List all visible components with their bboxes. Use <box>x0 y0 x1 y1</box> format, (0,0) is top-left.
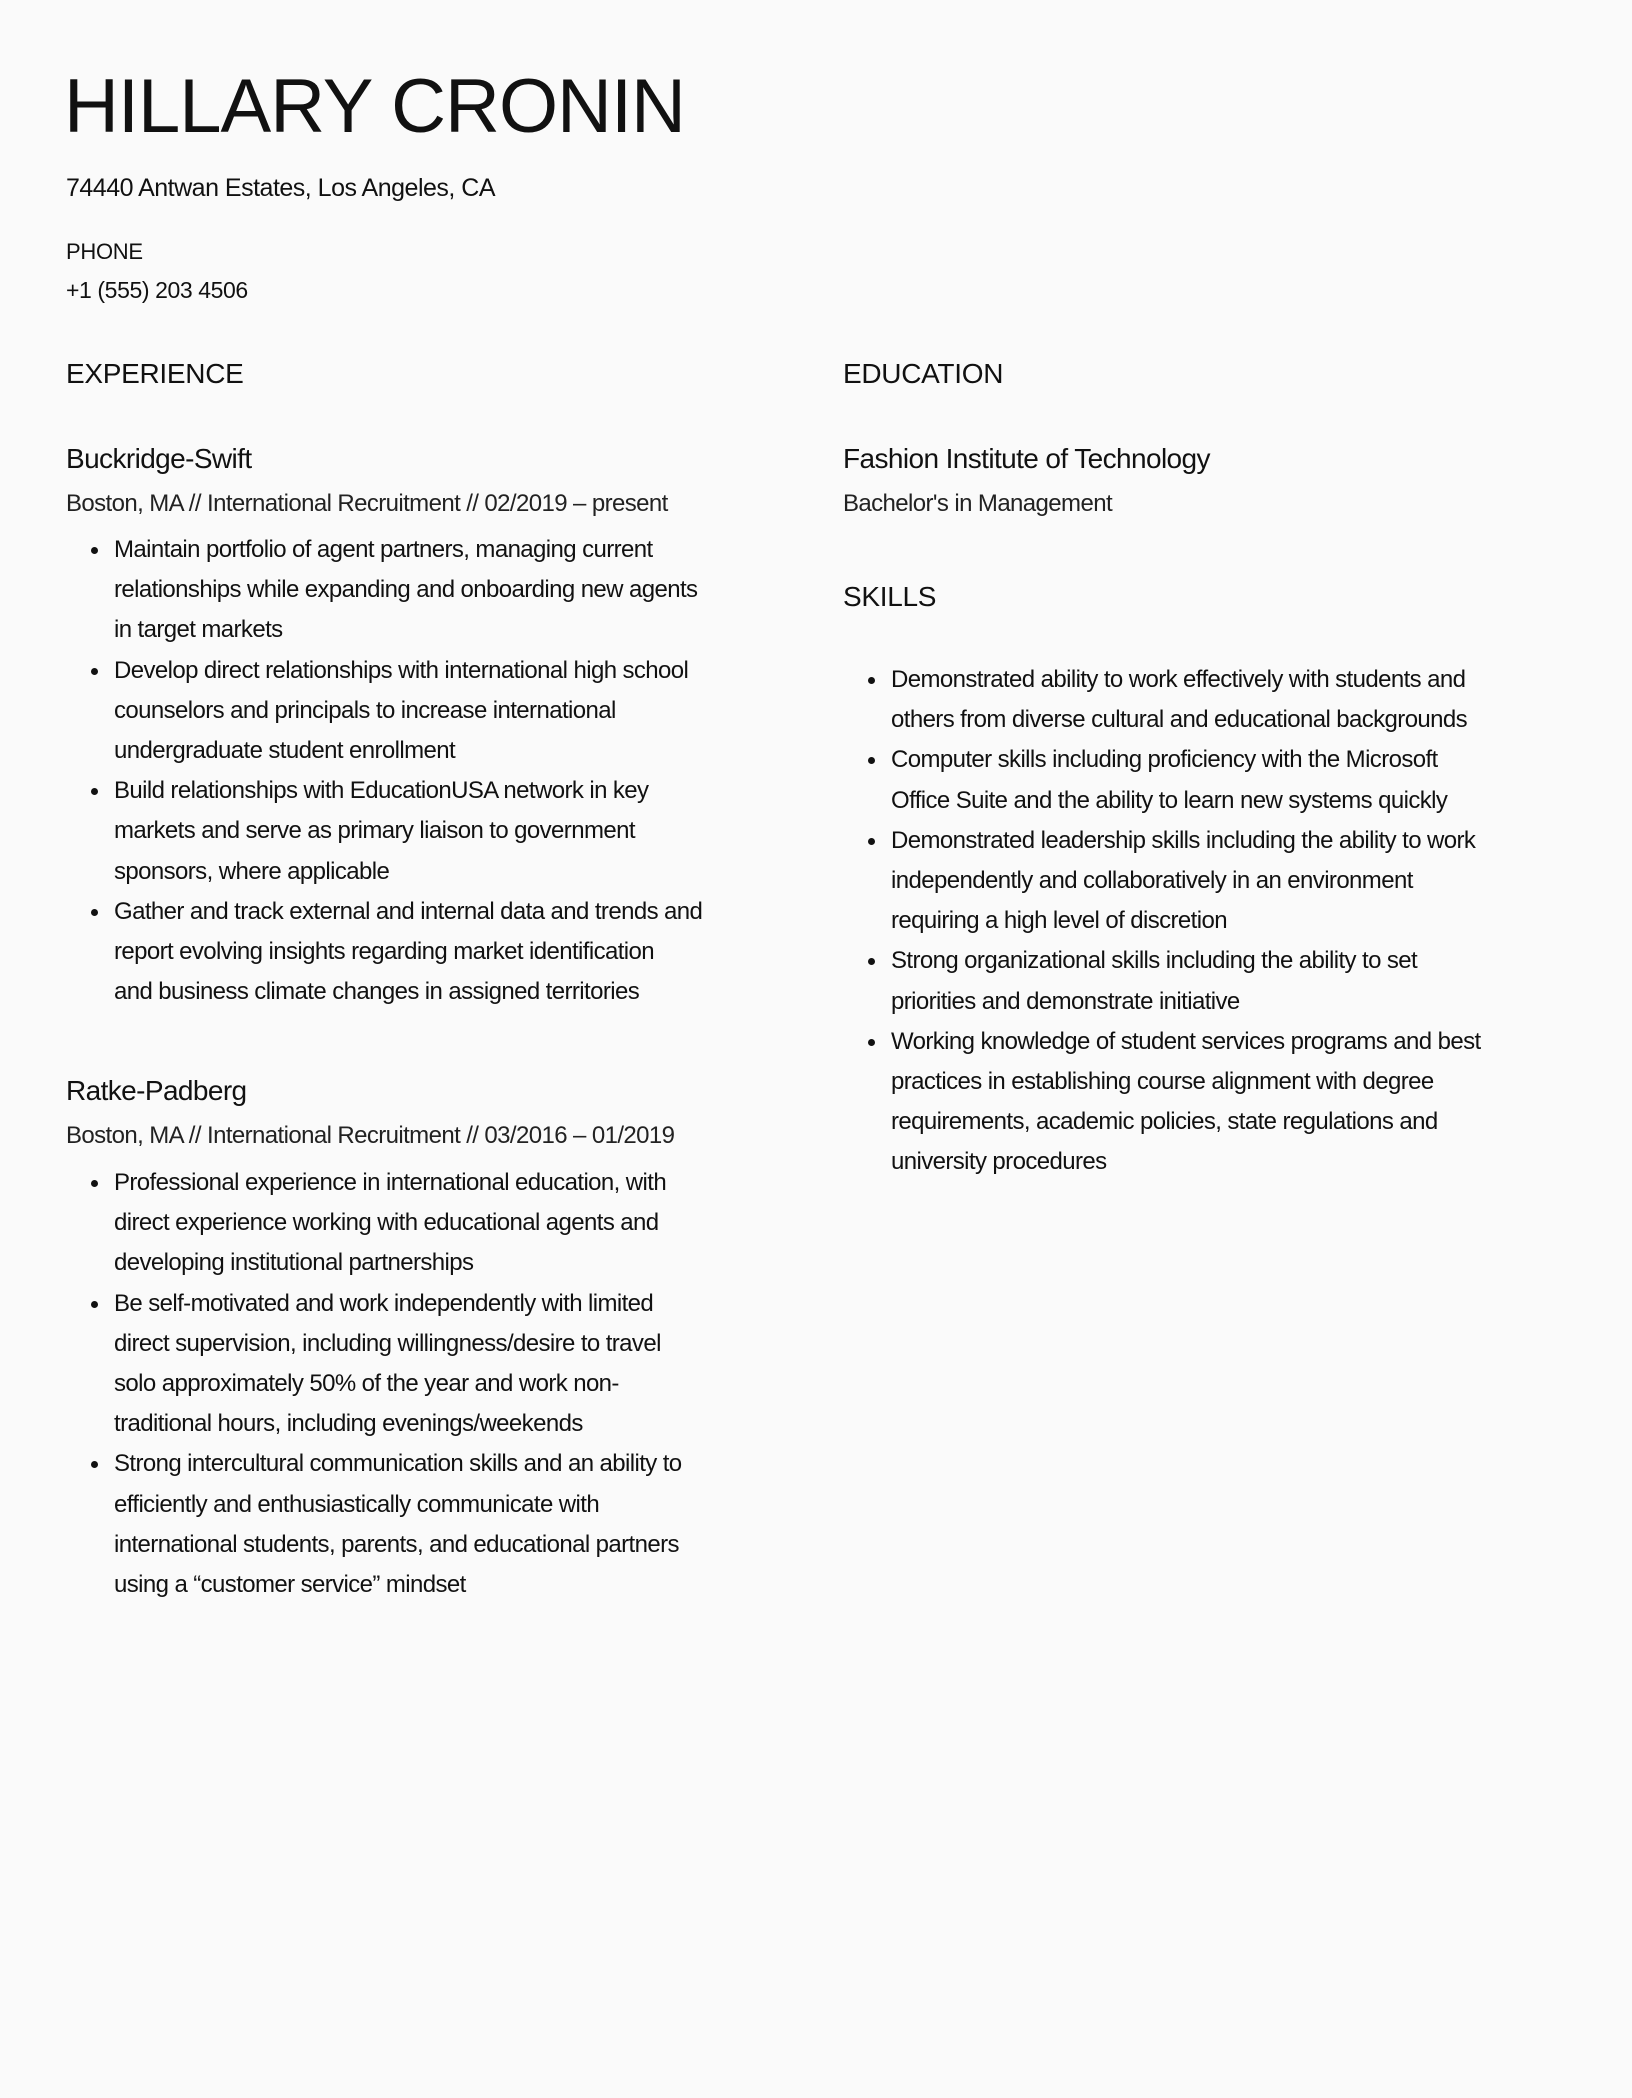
bullet-line: report evolving insights regarding market identification <box>114 938 655 966</box>
experience-heading: EXPERIENCE <box>66 358 244 389</box>
bullet-line: Be self-motivated and work independently with limited <box>114 1289 654 1317</box>
bullet-item <box>66 1163 682 1284</box>
bullet-line: Strong intercultural communication skills and an ability to <box>114 1450 682 1478</box>
bullet-item <box>66 1444 682 1605</box>
bullet-line: using a “customer service” mindset <box>114 1571 466 1599</box>
bullet-line: university procedures <box>891 1148 1107 1176</box>
bullet-line: markets and serve as primary liaison to government <box>114 817 635 845</box>
job-company: Ratke-Padberg <box>66 1075 247 1106</box>
bullet-line: Demonstrated leadership skills including the ability to work <box>891 826 1476 854</box>
bullet-line: relationships while expanding and onboarding new agents <box>114 576 698 604</box>
bullet-item <box>66 892 702 1013</box>
bullet-line: Build relationships with EducationUSA network in key <box>114 777 649 805</box>
bullet-line: Office Suite and the ability to learn new systems quickly <box>891 786 1448 814</box>
bullet-item <box>843 660 1481 740</box>
bullet-line: sponsors, where applicable <box>114 857 390 885</box>
school-name: Fashion Institute of Technology <box>843 443 1210 474</box>
bullet-line: traditional hours, including evenings/weekends <box>114 1410 583 1438</box>
bullet-item <box>843 941 1481 1021</box>
bullet-line: practices in establishing course alignment with degree <box>891 1068 1434 1096</box>
bullet-item <box>843 740 1481 820</box>
bullet-item <box>66 1284 682 1445</box>
bullet-line: Maintain portfolio of agent partners, managing current <box>114 536 653 563</box>
job-meta: Boston, MA // International Recruitment // 03/2016 – 01/2019 <box>66 1122 675 1149</box>
address: 74440 Antwan Estates, Los Angeles, CA <box>66 174 496 202</box>
bullet-line: Computer skills including proficiency with the Microsoft <box>891 746 1438 774</box>
candidate-name: HILLARY CRONIN <box>64 64 685 149</box>
bullet-item <box>66 651 702 772</box>
bullet-line: efficiently and enthusiastically communicate with <box>114 1490 600 1518</box>
bullet-line: Strong organizational skills including the ability to set <box>891 947 1418 975</box>
bullet-line: counselors and principals to increase international <box>114 696 616 724</box>
bullet-item <box>843 821 1481 942</box>
bullet-line: priorities and demonstrate initiative <box>891 987 1240 1015</box>
job-company: Buckridge-Swift <box>66 443 252 474</box>
bullet-line: others from diverse cultural and educational backgrounds <box>891 706 1468 734</box>
bullet-line: solo approximately 50% of the year and work non- <box>114 1370 619 1398</box>
phone-label: PHONE <box>66 239 143 264</box>
bullet-line: Working knowledge of student services programs and best <box>891 1027 1481 1055</box>
bullet-item <box>66 771 702 892</box>
bullet-line: Gather and track external and internal data and trends and <box>114 897 703 925</box>
bullet-line: requirements, academic policies, state regulations and <box>891 1108 1438 1136</box>
bullet-line: undergraduate student enrollment <box>114 737 456 765</box>
bullet-line: Demonstrated ability to work effectively with students and <box>891 666 1466 693</box>
bullet-line: international students, parents, and educational partners <box>114 1530 679 1558</box>
bullet-line: developing institutional partnerships <box>114 1249 474 1277</box>
skills-bullets <box>843 660 1481 1183</box>
bullet-line: requiring a high level of discretion <box>891 907 1227 935</box>
skills-heading: SKILLS <box>843 581 937 612</box>
job-bullets <box>66 1163 682 1605</box>
bullet-line: and business climate changes in assigned territories <box>114 978 640 1006</box>
bullet-item <box>843 1022 1481 1183</box>
bullet-line: Professional experience in international education, with <box>114 1169 667 1196</box>
bullet-line: independently and collaboratively in an environment <box>891 867 1413 895</box>
job-meta: Boston, MA // International Recruitment // 02/2019 – present <box>66 490 668 517</box>
bullet-item <box>66 530 702 651</box>
education-heading: EDUCATION <box>843 358 1004 389</box>
job-bullets <box>66 530 702 1012</box>
degree: Bachelor's in Management <box>843 490 1113 517</box>
bullet-line: Develop direct relationships with international high school <box>114 656 689 684</box>
bullet-line: direct experience working with educational agents and <box>114 1209 659 1237</box>
bullet-line: direct supervision, including willingness/desire to travel <box>114 1329 661 1357</box>
bullet-line: in target markets <box>114 616 283 644</box>
phone-number: +1 (555) 203 4506 <box>66 277 248 303</box>
